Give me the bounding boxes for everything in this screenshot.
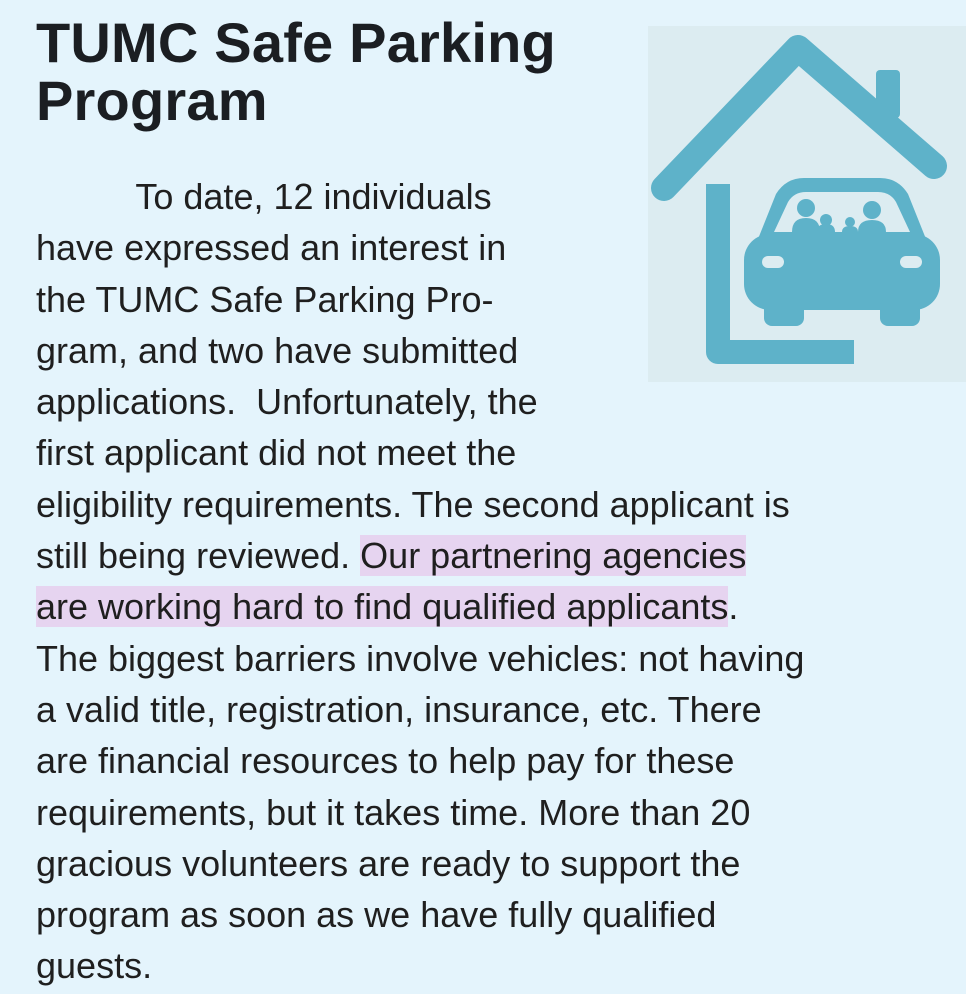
highlighted-text: are working hard to find qualified applicants (36, 586, 729, 628)
title-line: Program (36, 69, 268, 132)
body-line: gracious volunteers are ready to support the (36, 842, 741, 884)
body-line: a valid title, registration, insurance, etc. There (36, 688, 762, 730)
article-title (36, 11, 556, 132)
highlighted-text: Our partnering agencies (360, 535, 747, 577)
body-line: requirements, but it takes time. More than 20 (36, 791, 751, 833)
body-line (36, 581, 804, 632)
body-line: To date, 12 individuals (36, 176, 492, 217)
body-line: have expressed an interest in (36, 227, 507, 269)
body-line: are financial resources to help pay for these (36, 740, 735, 782)
title-line: TUMC Safe Parking (36, 11, 556, 74)
body-line: applications. Unfortunately, the (36, 381, 538, 423)
body-line: gram, and two have submitted (36, 329, 519, 371)
body-line: the TUMC Safe Parking Pro- (36, 278, 494, 320)
body-line (36, 530, 804, 581)
body-text-plain: still being reviewed. (36, 535, 361, 577)
article-body (36, 171, 804, 992)
body-line: guests. (36, 945, 153, 987)
body-line: first applicant did not meet the (36, 432, 517, 474)
body-line: program as soon as we have fully qualified (36, 894, 717, 936)
body-line: eligibility requirements. The second applicant is (36, 483, 790, 525)
body-text-plain: . (728, 586, 739, 628)
body-line: The biggest barriers involve vehicles: not having (36, 637, 805, 679)
